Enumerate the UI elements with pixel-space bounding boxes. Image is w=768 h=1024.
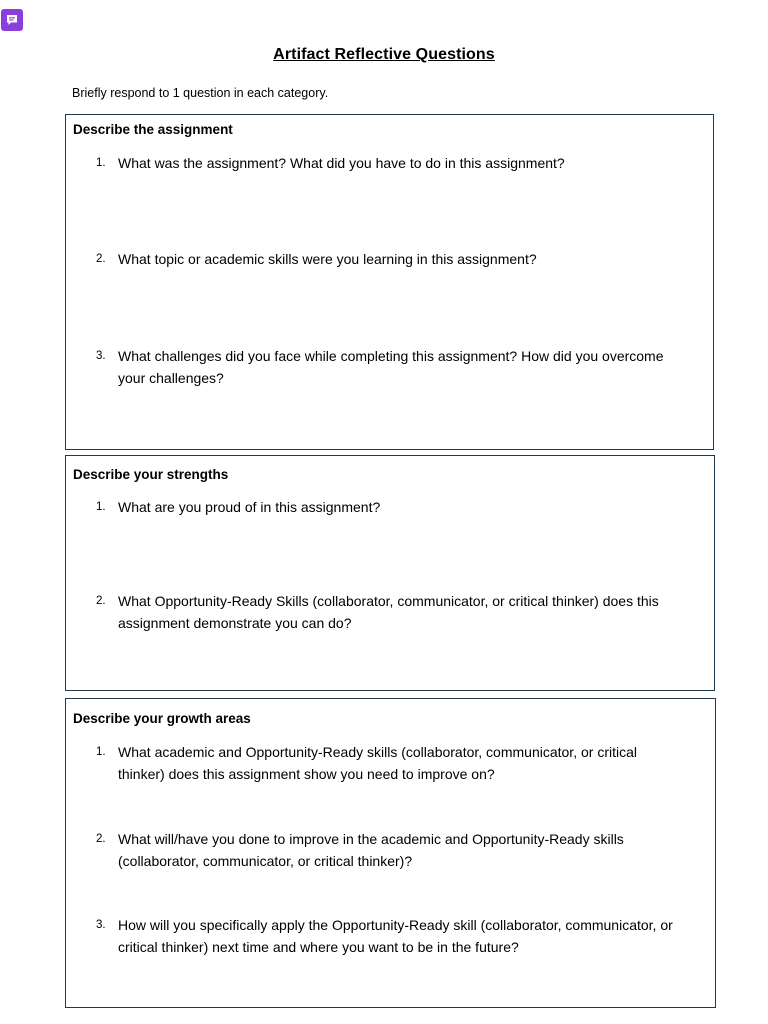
question-number: 1. bbox=[96, 746, 106, 758]
question-number: 1. bbox=[96, 501, 106, 513]
section-growth-areas bbox=[65, 698, 716, 1008]
question-number: 1. bbox=[96, 157, 106, 169]
question-text: What Opportunity-Ready Skills (collaborator, communicator, or critical thinker) does this assignment demonstrate you can do? bbox=[118, 593, 659, 631]
question-number: 3. bbox=[96, 350, 106, 362]
question-number: 2. bbox=[96, 595, 106, 607]
section-strengths bbox=[65, 455, 715, 691]
question-text: What challenges did you face while completing this assignment? How did you overcome your challenges? bbox=[118, 348, 664, 386]
question-number: 2. bbox=[96, 253, 106, 265]
question-text: What are you proud of in this assignment? bbox=[118, 499, 381, 515]
question-text: How will you specifically apply the Opportunity-Ready skill (collaborator, communicator, or critical thinker) next time and where you want to be in the future? bbox=[118, 917, 673, 955]
section-assignment bbox=[65, 114, 714, 450]
question-item bbox=[96, 914, 686, 958]
question-item bbox=[96, 590, 686, 634]
question-text: What will/have you done to improve in the academic and Opportunity-Ready skills (collaborator, communicator, or critical thinker)? bbox=[118, 831, 624, 869]
question-item bbox=[96, 345, 686, 389]
section-heading: Describe the assignment bbox=[73, 122, 233, 137]
question-text: What academic and Opportunity-Ready skills (collaborator, communicator, or critical thinker) does this assignment show you need to improve on? bbox=[118, 744, 637, 782]
question-item bbox=[96, 741, 686, 785]
question-item bbox=[96, 152, 686, 174]
question-item bbox=[96, 248, 686, 270]
instructions-text: Briefly respond to 1 question in each category. bbox=[72, 86, 329, 100]
section-heading: Describe your strengths bbox=[73, 467, 229, 482]
question-text: What topic or academic skills were you learning in this assignment? bbox=[118, 251, 537, 267]
section-heading: Describe your growth areas bbox=[73, 711, 251, 726]
document-title: Artifact Reflective Questions bbox=[273, 46, 495, 63]
question-text: What was the assignment? What did you have to do in this assignment? bbox=[118, 155, 565, 171]
question-number: 3. bbox=[96, 919, 106, 931]
question-item bbox=[96, 828, 686, 872]
question-number: 2. bbox=[96, 833, 106, 845]
question-item bbox=[96, 496, 686, 518]
comment-button[interactable] bbox=[1, 9, 23, 31]
comment-icon bbox=[5, 13, 19, 27]
